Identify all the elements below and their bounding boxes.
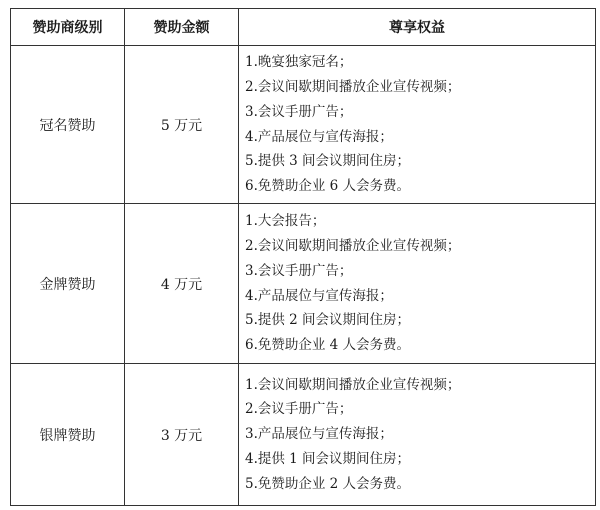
sponsor-level-cell: 冠名赞助: [11, 46, 125, 204]
benefit-item: 3.会议手册广告；: [245, 262, 353, 279]
sponsor-level-cell: 银牌赞助: [11, 364, 125, 506]
benefits-cell: [239, 364, 596, 506]
benefit-item: 4.产品展位与宣传海报；: [245, 287, 393, 304]
benefits-cell: [239, 46, 596, 204]
sponsor-level-cell: 金牌赞助: [11, 204, 125, 364]
benefit-item: 3.会议手册广告；: [245, 103, 353, 120]
table-header-row: [11, 9, 596, 46]
benefit-item: 1.会议间歇期间播放企业宣传视频；: [245, 376, 461, 393]
benefit-item: 3.产品展位与宣传海报；: [245, 426, 393, 443]
header-sponsor-amount: 赞助金额: [125, 9, 239, 46]
benefit-item: 5.提供 3 间会议期间住房；: [245, 153, 411, 170]
benefit-item: 4.产品展位与宣传海报；: [245, 128, 393, 145]
sponsor-amount-cell: 4 万元: [125, 204, 239, 364]
benefit-item: 1.晚宴独家冠名；: [245, 54, 353, 71]
sponsor-amount-cell: 5 万元: [125, 46, 239, 204]
benefit-item: 2.会议间歇期间播放企业宣传视频；: [245, 237, 461, 254]
benefit-item: 5.提供 2 间会议期间住房；: [245, 312, 411, 329]
benefit-item: 6.免赞助企业 6 人会务费。: [245, 178, 411, 195]
benefit-item: 2.会议间歇期间播放企业宣传视频；: [245, 78, 461, 95]
header-sponsor-level: 赞助商级别: [11, 9, 125, 46]
sponsorship-table: [10, 8, 596, 506]
benefit-item: 5.免赞助企业 2 人会务费。: [245, 475, 411, 492]
sponsorship-document: [10, 8, 595, 504]
benefit-item: 2.会议手册广告；: [245, 401, 353, 418]
sponsor-amount-cell: 3 万元: [125, 364, 239, 506]
benefits-cell: [239, 204, 596, 364]
benefit-item: 4.提供 1 间会议期间住房；: [245, 450, 411, 467]
benefit-item: 6.免赞助企业 4 人会务费。: [245, 337, 411, 354]
table-row: [11, 46, 596, 204]
header-benefits: 尊享权益: [239, 9, 596, 46]
benefit-item: 1.大会报告；: [245, 213, 326, 230]
table-row: [11, 364, 596, 506]
table-row: [11, 204, 596, 364]
